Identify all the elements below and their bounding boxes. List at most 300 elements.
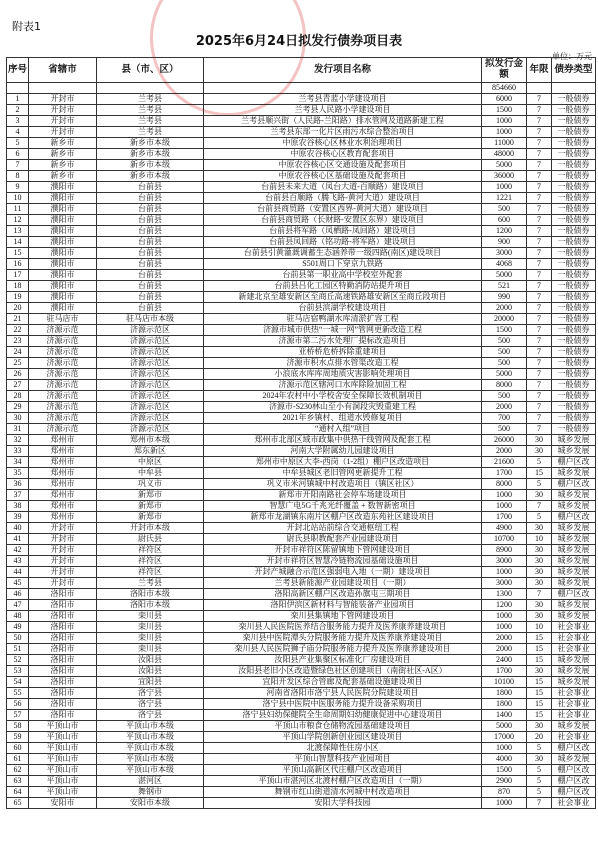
row-city: 开封市 [29,116,97,127]
row-amount: 2900 [482,776,527,787]
row-bond-type: 一般债券 [552,138,596,149]
row-index: 16 [7,259,29,270]
row-bond-type: 棚户区改 [552,589,596,600]
row-index: 53 [7,666,29,677]
row-amount: 2000 [482,644,527,655]
row-city: 濮阳市 [29,303,97,314]
row-project-name: 河南省洛阳市洛宁县人民医院分院建设项目 [204,688,482,699]
row-county: 新郑市 [97,501,204,512]
row-amount: 20000 [482,314,527,325]
row-city: 郑州市 [29,490,97,501]
row-county: 台前县 [97,215,204,226]
row-city: 洛阳市 [29,666,97,677]
row-county: 安阳市本级 [97,798,204,809]
table-row [7,633,596,644]
row-project-name: 栾川县人民医院狮子庙分院服务能力提升及医养康养建设项目 [204,644,482,655]
row-term: 7 [527,270,552,281]
row-project-name: 台前县未来大道（凤台大道-百顺路）建设项目 [204,182,482,193]
table-row [7,512,596,523]
row-city: 驻马店市 [29,314,97,325]
row-index: 55 [7,688,29,699]
row-county: 洛阳市本级 [97,589,204,600]
row-bond-type: 城乡发展 [552,534,596,545]
row-index: 6 [7,149,29,160]
row-city: 平顶山市 [29,732,97,743]
row-county: 舞钢市 [97,787,204,798]
row-county: 济源示范区 [97,391,204,402]
row-amount: 2000 [482,446,527,457]
header-bond-type: 债券类型 [552,58,596,83]
row-amount: 1000 [482,611,527,622]
row-term: 7 [527,501,552,512]
row-county: 台前县 [97,292,204,303]
row-amount: 1300 [482,589,527,600]
row-bond-type: 一般债券 [552,424,596,435]
row-bond-type: 一般债券 [552,281,596,292]
table-row [7,237,596,248]
row-city: 开封市 [29,545,97,556]
header-amount: 拟发行金额 [482,58,527,83]
row-city: 开封市 [29,556,97,567]
row-term: 7 [527,358,552,369]
row-bond-type: 社会事业 [552,644,596,655]
row-bond-type: 一般债券 [552,215,596,226]
row-amount: 2000 [482,633,527,644]
row-term: 15 [527,655,552,666]
row-term: 15 [527,710,552,721]
row-city: 濮阳市 [29,292,97,303]
row-amount: 5000 [482,160,527,171]
table-row [7,138,596,149]
row-term: 7 [527,798,552,809]
row-term: 30 [527,446,552,457]
row-county: 新郑市 [97,512,204,523]
row-county: 济源示范区 [97,380,204,391]
row-bond-type: 社会事业 [552,633,596,644]
page-title: 2025年6月24日拟发行债券项目表 [195,34,403,49]
row-project-name: 济源市第二污水处理厂提标改造项目 [204,336,482,347]
row-project-name: “通村入组”项目 [204,424,482,435]
row-county: 台前县 [97,303,204,314]
row-term: 7 [527,589,552,600]
table-row [7,248,596,259]
row-bond-type: 一般债券 [552,237,596,248]
row-project-name: S501周口下穿京九铁路 [204,259,482,270]
row-index: 59 [7,732,29,743]
row-county: 中牟县 [97,468,204,479]
row-index: 56 [7,699,29,710]
row-index: 62 [7,765,29,776]
row-project-name: 栾川县集镇地下管网建设项目 [204,611,482,622]
row-project-name: 台前县商贸路（安置区西界-黄河大道）建设项目 [204,204,482,215]
row-city: 洛阳市 [29,600,97,611]
total-amount: 854660 [482,83,527,94]
row-bond-type: 一般债券 [552,369,596,380]
row-city: 洛阳市 [29,688,97,699]
row-index: 8 [7,171,29,182]
row-bond-type: 一般债券 [552,193,596,204]
row-project-name: 智慧广电5G千兆光纤覆盖 + 数智新密项目 [204,501,482,512]
row-city: 开封市 [29,523,97,534]
row-county: 洛宁县 [97,710,204,721]
row-county: 中原区 [97,457,204,468]
row-index: 64 [7,787,29,798]
row-project-name: 平顶山智慧科技产业园项目 [204,754,482,765]
row-county: 济源示范区 [97,347,204,358]
table-row [7,677,596,688]
bond-project-table [6,57,596,809]
row-city: 洛阳市 [29,633,97,644]
row-bond-type: 城乡发展 [552,545,596,556]
row-index: 51 [7,644,29,655]
row-bond-type: 棚户区改 [552,776,596,787]
row-county: 祥符区 [97,567,204,578]
row-amount: 2000 [482,402,527,413]
row-city: 濮阳市 [29,182,97,193]
row-city: 濮阳市 [29,281,97,292]
header-term: 年限 [527,58,552,83]
row-bond-type: 棚户区改 [552,479,596,490]
row-bond-type: 城乡发展 [552,721,596,732]
row-term: 7 [527,314,552,325]
row-county: 台前县 [97,226,204,237]
table-row [7,468,596,479]
row-index: 11 [7,204,29,215]
row-county: 兰考县 [97,116,204,127]
row-amount: 11000 [482,138,527,149]
row-project-name: 北渡保障性住房小区 [204,743,482,754]
row-amount: 870 [482,787,527,798]
row-county: 尉氏县 [97,534,204,545]
row-county: 台前县 [97,182,204,193]
header-index: 序号 [7,58,29,83]
row-index: 43 [7,556,29,567]
row-term: 7 [527,369,552,380]
row-term: 5 [527,787,552,798]
row-project-name: 平顶山高新区代庄棚户区改造项目 [204,765,482,776]
row-index: 58 [7,721,29,732]
table-row [7,281,596,292]
row-project-name: 中牟县城区老旧管网更新提升工程 [204,468,482,479]
row-city: 开封市 [29,94,97,105]
table-row [7,325,596,336]
row-project-name: 济源示范区辖河口水库除险加固工程 [204,380,482,391]
row-index: 3 [7,116,29,127]
table-row [7,523,596,534]
row-amount: 1000 [482,622,527,633]
row-amount: 1000 [482,127,527,138]
unit-label: 单位：万元 [552,52,592,61]
row-project-name: 开封市祥符区陈留镇地下管网建设项目 [204,545,482,556]
row-county: 湛河区 [97,776,204,787]
table-row [7,754,596,765]
row-amount: 1500 [482,105,527,116]
row-county: 台前县 [97,193,204,204]
row-index: 45 [7,578,29,589]
table-row [7,303,596,314]
row-amount: 1000 [482,567,527,578]
header-city: 省辖市 [29,58,97,83]
table-row [7,732,596,743]
row-bond-type: 社会事业 [552,732,596,743]
row-county: 新郑市 [97,490,204,501]
row-county: 平顶山市本级 [97,743,204,754]
row-term: 7 [527,127,552,138]
row-amount: 990 [482,292,527,303]
row-index: 22 [7,325,29,336]
row-term: 7 [527,413,552,424]
row-project-name: 小浪底水库库周地质灾害影响处理项目 [204,369,482,380]
row-project-name: 宜阳开发区综合管廊及配套基础设施建设项目 [204,677,482,688]
row-term: 7 [527,182,552,193]
row-index: 26 [7,369,29,380]
row-county: 台前县 [97,259,204,270]
row-index: 33 [7,446,29,457]
table-row [7,391,596,402]
row-amount: 6000 [482,94,527,105]
row-project-name: 台前县商贸路（长财路-安置区东界）建设项目 [204,215,482,226]
table-row [7,116,596,127]
row-bond-type: 一般债券 [552,303,596,314]
row-bond-type: 社会事业 [552,798,596,809]
row-project-name: 开封市祥符区智慧冷链物流园基础设施项目 [204,556,482,567]
row-bond-type: 一般债券 [552,116,596,127]
row-bond-type: 棚户区改 [552,765,596,776]
row-term: 7 [527,215,552,226]
row-bond-type: 城乡发展 [552,501,596,512]
row-term: 7 [527,160,552,171]
row-amount: 2400 [482,655,527,666]
row-term: 15 [527,633,552,644]
row-city: 济源示范 [29,336,97,347]
row-index: 9 [7,182,29,193]
row-project-name: 平顶山市湛河区北渡村棚户区改造项目（一期） [204,776,482,787]
row-project-name: 河南大学附属幼儿园建设项目 [204,446,482,457]
row-county: 济源示范区 [97,336,204,347]
row-index: 1 [7,94,29,105]
row-amount: 10100 [482,677,527,688]
row-amount: 1000 [482,182,527,193]
row-bond-type: 一般债券 [552,413,596,424]
row-project-name: 巩义市米河镇城中村改造项目（镇区社区） [204,479,482,490]
row-term: 15 [527,644,552,655]
row-index: 44 [7,567,29,578]
row-term: 15 [527,468,552,479]
table-row [7,479,596,490]
row-term: 7 [527,149,552,160]
table-row [7,105,596,116]
row-index: 52 [7,655,29,666]
table-row [7,226,596,237]
table-row [7,688,596,699]
row-project-name: 汝阳县老旧小区改造暨绿色社区创建项目（南街社区-A区） [204,666,482,677]
row-index: 60 [7,743,29,754]
row-term: 7 [527,303,552,314]
row-project-name: 兰考县青蓝小学建设项目 [204,94,482,105]
table-row [7,193,596,204]
row-amount: 48000 [482,149,527,160]
row-amount: 5000 [482,270,527,281]
table-row [7,666,596,677]
row-amount: 4000 [482,754,527,765]
row-city: 济源示范 [29,424,97,435]
table-row [7,160,596,171]
table-row [7,611,596,622]
row-bond-type: 城乡发展 [552,490,596,501]
row-amount: 3000 [482,578,527,589]
row-amount: 1000 [482,116,527,127]
row-bond-type: 城乡发展 [552,468,596,479]
row-term: 30 [527,666,552,677]
row-city: 洛阳市 [29,699,97,710]
row-bond-type: 一般债券 [552,127,596,138]
row-term: 5 [527,479,552,490]
row-amount: 1700 [482,666,527,677]
row-county: 栾川县 [97,633,204,644]
row-term: 7 [527,391,552,402]
row-project-name: 洛宁县中医院中医服务能力提升设备采购项目 [204,699,482,710]
row-amount: 5000 [482,369,527,380]
row-term: 10 [527,622,552,633]
table-row [7,435,596,446]
table-row [7,358,596,369]
row-index: 25 [7,358,29,369]
row-index: 2 [7,105,29,116]
row-bond-type: 一般债券 [552,149,596,160]
table-row [7,292,596,303]
row-amount: 500 [482,204,527,215]
row-bond-type: 一般债券 [552,226,596,237]
row-bond-type: 社会事业 [552,688,596,699]
table-row [7,787,596,798]
table-row [7,567,596,578]
row-index: 15 [7,248,29,259]
row-project-name: 开封产城融合示范区强弱电入地（一期）建设项目 [204,567,482,578]
row-bond-type: 城乡发展 [552,754,596,765]
row-city: 新乡市 [29,149,97,160]
row-county: 兰考县 [97,127,204,138]
row-bond-type: 一般债券 [552,171,596,182]
row-term: 7 [527,248,552,259]
header-county: 县（市、区） [97,58,204,83]
row-project-name: 栾川县中医院潭头分院服务能力提升及医养康养建设项目 [204,633,482,644]
row-term: 7 [527,281,552,292]
row-city: 洛阳市 [29,677,97,688]
row-city: 开封市 [29,567,97,578]
row-amount: 1000 [482,798,527,809]
row-index: 41 [7,534,29,545]
row-amount: 4068 [482,259,527,270]
row-project-name: 郑州市北部区域市政集中供热干线管网及配套工程 [204,435,482,446]
row-amount: 1500 [482,325,527,336]
row-project-name: 新郑市龙湖镇东南片区棚户区改造东苑社区建设项目 [204,512,482,523]
row-county: 宜阳县 [97,677,204,688]
attachment-label: 附表1 [12,20,41,33]
table-row [7,776,596,787]
row-project-name: 台前县凤回路（铭功路-将军路）建设项目 [204,237,482,248]
row-term: 5 [527,457,552,468]
row-bond-type: 城乡发展 [552,578,596,589]
row-index: 10 [7,193,29,204]
row-term: 15 [527,699,552,710]
row-term: 30 [527,578,552,589]
table-row [7,259,596,270]
row-term: 15 [527,677,552,688]
row-city: 郑州市 [29,512,97,523]
row-amount: 1000 [482,490,527,501]
row-index: 32 [7,435,29,446]
row-project-name: 洛阳高新区棚户区改造孙旗屯三期项目 [204,589,482,600]
table-row [7,182,596,193]
row-index: 42 [7,545,29,556]
row-amount: 36000 [482,171,527,182]
row-project-name: 尉氏县职教配套产业园建设项目 [204,534,482,545]
row-city: 洛阳市 [29,589,97,600]
row-project-name: 洛阳伊滨区新材料与智能装备产业园项目 [204,600,482,611]
row-term: 7 [527,325,552,336]
row-bond-type: 城乡发展 [552,523,596,534]
row-amount: 1700 [482,512,527,523]
row-term: 30 [527,721,552,732]
row-city: 濮阳市 [29,248,97,259]
row-bond-type: 城乡发展 [552,600,596,611]
row-term: 7 [527,237,552,248]
row-bond-type: 城乡发展 [552,677,596,688]
row-bond-type: 一般债券 [552,347,596,358]
row-city: 洛阳市 [29,644,97,655]
row-term: 7 [527,171,552,182]
table-row [7,622,596,633]
row-project-name: 台前县引黄灌溉调蓄生态涵养带一级四路(南区)建设项目 [204,248,482,259]
row-project-name: 济源市积水点排水管渠改造工程 [204,358,482,369]
row-city: 济源示范 [29,347,97,358]
row-bond-type: 城乡发展 [552,556,596,567]
row-city: 洛阳市 [29,710,97,721]
row-index: 17 [7,270,29,281]
table-row [7,347,596,358]
row-city: 濮阳市 [29,270,97,281]
row-amount: 1221 [482,193,527,204]
row-amount: 1000 [482,501,527,512]
row-bond-type: 一般债券 [552,270,596,281]
row-project-name: 洛宁县妇幼保健院全生命周期妇幼健康促进中心建设项目 [204,710,482,721]
row-bond-type: 一般债券 [552,358,596,369]
row-amount: 500 [482,391,527,402]
row-amount: 900 [482,237,527,248]
row-city: 开封市 [29,534,97,545]
row-county: 郑东新区 [97,446,204,457]
row-index: 27 [7,380,29,391]
row-bond-type: 城乡发展 [552,666,596,677]
row-county: 洛宁县 [97,699,204,710]
row-bond-type: 一般债券 [552,182,596,193]
row-term: 5 [527,776,552,787]
row-city: 平顶山市 [29,721,97,732]
row-term: 30 [527,567,552,578]
table-row [7,710,596,721]
row-index: 54 [7,677,29,688]
row-city: 平顶山市 [29,754,97,765]
row-index: 47 [7,600,29,611]
row-index: 65 [7,798,29,809]
row-city: 开封市 [29,127,97,138]
row-bond-type: 一般债券 [552,105,596,116]
row-bond-type: 棚户区改 [552,743,596,754]
row-bond-type: 一般债券 [552,259,596,270]
table-row [7,534,596,545]
row-index: 28 [7,391,29,402]
row-index: 19 [7,292,29,303]
